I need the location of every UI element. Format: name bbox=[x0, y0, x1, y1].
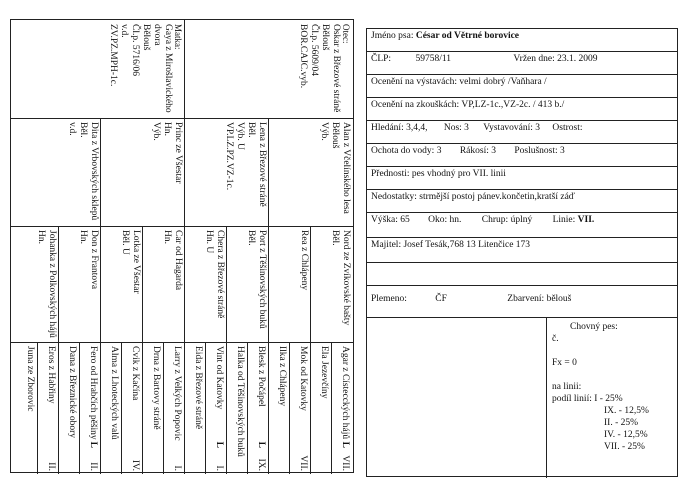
podil-line-4: VII. - 25% bbox=[604, 442, 645, 452]
gen4-ancestor-name: Ilka z Chlápeny bbox=[277, 346, 287, 407]
gen4-ancestor bbox=[227, 342, 248, 474]
ggp-fmm-name: Chera z Březové stráně bbox=[215, 230, 225, 319]
zkousky-value: VP,LZ-1c.,VZ-2c. / 413 b./ bbox=[461, 100, 565, 110]
nos-value: 3 bbox=[464, 123, 469, 133]
podil-line-1: IX. - 12,5% bbox=[604, 406, 649, 416]
clp-value: 59758/11 bbox=[415, 54, 451, 64]
oko-label: Oko: bbox=[428, 215, 448, 225]
pedigree-table bbox=[10, 19, 354, 473]
gen4-ancestor-name: Alma z Lhoteckých valů bbox=[109, 346, 119, 440]
podil-line-2: II. - 25% bbox=[604, 418, 639, 428]
vyska-value: 65 bbox=[400, 215, 410, 225]
row-vyska bbox=[367, 213, 677, 238]
gen4-ancestor-name: Agar z Cístecckých hájů bbox=[340, 346, 350, 440]
ggp-mmf bbox=[59, 226, 101, 342]
gen4-ancestor bbox=[122, 342, 143, 474]
ggp-fff-name: Nord ze Zvíkovské bašty bbox=[341, 230, 351, 326]
prednosti-label: Přednosti: bbox=[371, 169, 410, 179]
grandparent-ff-color: Bělouš bbox=[330, 122, 341, 149]
plemeno-label: Plemeno: bbox=[371, 294, 407, 304]
gen4-ancestor-line: VII. bbox=[340, 455, 350, 471]
row-jmeno bbox=[367, 29, 677, 52]
grandparent-fm-color: Běl. bbox=[246, 122, 257, 138]
gen4-ancestor-name: Cvik z Kačína bbox=[130, 346, 140, 401]
father-cell bbox=[185, 20, 353, 118]
row-ochota bbox=[367, 144, 677, 167]
podil-line-0: I - 25% bbox=[594, 394, 623, 404]
gen4-ancestor bbox=[311, 342, 332, 474]
mother-code: v.d. bbox=[118, 24, 129, 38]
row-nedostatky bbox=[367, 190, 677, 213]
father-name: Oskar z Březové stráně bbox=[330, 24, 341, 113]
gen4-ancestor-name: Dana z Březnické obory bbox=[67, 346, 77, 439]
gen4-ancestor-name: Eros z Habřiny bbox=[46, 346, 56, 404]
ggp-mmf-color: Hn. bbox=[78, 230, 89, 244]
ostrost-label: Ostrost: bbox=[552, 123, 583, 133]
grandparent-fm-name: Lena z Březové stráně bbox=[257, 122, 267, 207]
ggp-fmf bbox=[227, 226, 269, 342]
gen4-ancestor bbox=[80, 342, 101, 474]
grandparent-mm-name: Dita z Vrbovských sklepů bbox=[89, 122, 99, 221]
ggp-fmm-color: Hn. U bbox=[204, 230, 215, 254]
gen4-ancestor-name: Eida z Březové stráně bbox=[193, 346, 203, 430]
mother-vp-code: VP.LZ.PZ.VZ-1c. bbox=[224, 122, 235, 191]
grandparent-mf-color: Hn. bbox=[162, 122, 173, 136]
row-clp bbox=[367, 52, 677, 75]
chovny-label: Chovný pes: bbox=[570, 322, 618, 332]
zbarveni-label: Zbarvení: bbox=[507, 294, 545, 304]
gen4-ancestor-sign: L bbox=[88, 441, 98, 448]
ggp-mmf-name: Don z Frantova bbox=[89, 230, 99, 290]
mother-reg: Čl.p. 5716/06 bbox=[129, 24, 140, 76]
father-reg: Čl.p. 5609/04 bbox=[308, 24, 319, 76]
plemeno-value: ČF bbox=[435, 294, 447, 304]
poslusnost-label: Poslušnost: bbox=[514, 146, 558, 156]
ggp-mmm bbox=[9, 226, 59, 342]
gen4-ancestor bbox=[290, 342, 311, 474]
zkousky-label: Ocenění na zkouškách: bbox=[371, 100, 460, 110]
row-prednosti bbox=[367, 167, 677, 190]
gen4-ancestor bbox=[164, 342, 185, 474]
row-plemeno bbox=[367, 285, 677, 318]
ggp-ffm bbox=[269, 226, 311, 342]
podil-block bbox=[552, 394, 673, 404]
ochota-label: Ochota do vody: bbox=[371, 146, 435, 156]
grandparent-mf bbox=[101, 118, 185, 226]
vyska-label: Výška: bbox=[371, 215, 398, 225]
gen4-ancestor-name: Larry z Velkých Popovic bbox=[172, 346, 182, 441]
gen4-ancestor bbox=[269, 342, 290, 474]
ggp-fff-color: Běl. bbox=[330, 230, 341, 246]
row-zkousky bbox=[367, 98, 677, 121]
ggp-mff bbox=[143, 226, 185, 342]
gen4-ancestor-line: IX. bbox=[256, 458, 266, 471]
gen4-ancestor-name: Ela Jezevčíny bbox=[319, 346, 329, 399]
gen4-ancestor-line: I. bbox=[214, 465, 224, 471]
oko-value: hn. bbox=[449, 215, 462, 225]
podil-line-3: IV. - 12,5% bbox=[604, 430, 648, 440]
gen4-ancestor-line: II. bbox=[88, 462, 98, 471]
vystavy-label: Ocenění na výstavách: bbox=[371, 77, 457, 87]
nos-label: Nos: bbox=[443, 123, 462, 133]
grandparent-ff-grade: Výb. bbox=[319, 122, 330, 141]
vystavy-value: velmi dobrý /Vaňhara / bbox=[459, 77, 547, 87]
father-code: BOR.CAJC.vyb. bbox=[297, 24, 308, 89]
gen4-ancestor-line: VII. bbox=[298, 455, 308, 471]
gen4-ancestor-name: Fero od Hrabčích pěšiny bbox=[88, 346, 98, 440]
grandparent-fm bbox=[185, 118, 269, 226]
gen4-ancestor-name: Drna z Bartovy stráně bbox=[151, 346, 161, 430]
chovny-c: č. bbox=[552, 334, 559, 344]
gen4-ancestor bbox=[185, 342, 206, 474]
prednosti-value: pes vhodný pro VII. linii bbox=[411, 169, 506, 179]
linie-label: Linie: bbox=[552, 215, 576, 225]
jmeno-label: Jméno psa: bbox=[371, 31, 414, 41]
fx-value: Fx = 0 bbox=[552, 358, 577, 368]
vystavovani-label: Vystavování: bbox=[483, 123, 533, 133]
mother-label: Matka: bbox=[173, 24, 183, 50]
gen4-ancestor-name: Juna ze Zborovic bbox=[25, 346, 35, 412]
nedostatky-label: Nedostatky: bbox=[371, 192, 417, 202]
ggp-mff-color: Hn. bbox=[162, 230, 173, 244]
nedostatky-value: strmější postoj pánev.končetin,kratší záď bbox=[419, 192, 575, 202]
rakosi-value: 3 bbox=[491, 146, 496, 156]
majitel-label: Majitel: bbox=[371, 240, 402, 250]
pedigree-table-wrapper bbox=[10, 19, 354, 473]
father-label: Otec: bbox=[341, 24, 351, 44]
breeding-info-panel bbox=[546, 318, 679, 478]
row-majitel bbox=[367, 238, 677, 263]
mother-extra: ZV.PZ.MPH-1c. bbox=[108, 24, 119, 87]
gen4-ancestor bbox=[101, 342, 122, 474]
grandparent-mf-grade: Výb. bbox=[151, 122, 162, 141]
grandparent-mf-name: Princ ze Všestar bbox=[173, 122, 183, 184]
chrup-label: Chrup: bbox=[481, 215, 509, 225]
gen4-ancestor bbox=[38, 342, 59, 474]
gen4-ancestor-name: Blesk z Počápel bbox=[256, 346, 266, 407]
gen4-ancestor bbox=[143, 342, 164, 474]
clp-label: ČLP: bbox=[371, 54, 392, 64]
majitel-value: Josef Tesák,768 13 Litenčice 173 bbox=[403, 240, 531, 250]
gen4-ancestor bbox=[206, 342, 227, 474]
gen4-ancestor-sign: L bbox=[214, 441, 224, 448]
gen4-ancestor-name: Vint od Katovky bbox=[214, 346, 224, 410]
hledani-label: Hledání: bbox=[371, 123, 404, 133]
gen4-ancestor-line: IV. bbox=[130, 459, 140, 471]
gen4-ancestor-line: I. bbox=[172, 465, 182, 471]
ggp-fff bbox=[311, 226, 353, 342]
ggp-fmf-color: Běl. bbox=[246, 230, 257, 246]
gen4-ancestor bbox=[332, 342, 353, 474]
ggp-mmm-color: Hn. bbox=[36, 230, 47, 244]
mother-color: Bělouš bbox=[140, 24, 151, 51]
gen4-ancestor-line: II. bbox=[46, 462, 56, 471]
mother-cell bbox=[9, 20, 185, 118]
poslusnost-value: 3 bbox=[560, 146, 565, 156]
ggp-mff-name: Car od Hagarda bbox=[173, 230, 183, 291]
row-hledani bbox=[367, 121, 677, 144]
gen4-ancestor-sign: L bbox=[340, 441, 350, 448]
rakosi-label: Rákosí: bbox=[459, 146, 489, 156]
grandparent-mm-grade: v.d. bbox=[67, 122, 78, 136]
dog-name: César od Větrné borovice bbox=[415, 31, 520, 41]
blank-panel bbox=[367, 318, 547, 478]
na-linii-label: na linii: bbox=[552, 382, 582, 392]
gen4-ancestor bbox=[248, 342, 269, 474]
grandparent-ff-name: Alan z Včelínského lesa bbox=[341, 122, 351, 214]
ggp-fmf-name: Port z Těšinovských buků bbox=[257, 230, 267, 329]
father-color: Bělouš bbox=[319, 24, 330, 51]
row-vystavy bbox=[367, 75, 677, 98]
gen4-ancestor-name: Mok od Katovky bbox=[298, 346, 308, 411]
ggp-mfm-name: Lotka ze Všestar bbox=[131, 230, 141, 294]
vrzen-value: 23.1. 2009 bbox=[557, 54, 598, 64]
ggp-mfm bbox=[101, 226, 143, 342]
ggp-ffm-name: Rea z Chlápeny bbox=[299, 230, 309, 291]
gen4-ancestor-name: Halka od Těšinovských buků bbox=[235, 346, 245, 457]
vrzen-label: Vržen dne: bbox=[513, 54, 555, 64]
chrup-value: úplný bbox=[510, 215, 533, 225]
gen4-ancestor-sign: L bbox=[256, 441, 266, 448]
hledani-value: 3,4,4, bbox=[406, 123, 428, 133]
podil-label: podíl linií: bbox=[552, 394, 592, 404]
mother-name: Gaya z Mirošlavického dvora bbox=[151, 24, 173, 113]
grandparent-fm-grade: Výb. U bbox=[235, 122, 246, 150]
dog-record-form bbox=[366, 28, 678, 477]
grandparent-mm-color: Běl. bbox=[78, 122, 89, 138]
vystavovani-value: 3 bbox=[535, 123, 541, 133]
grandparent-ff bbox=[269, 118, 353, 226]
ggp-mmm-name: Johanka z Polkovských hájů bbox=[47, 230, 57, 338]
ggp-mfm-color: Běl. U bbox=[120, 230, 131, 255]
ggp-fmm bbox=[185, 226, 227, 342]
linie-value: VII. bbox=[577, 215, 595, 225]
gen4-ancestor bbox=[9, 342, 38, 474]
gen4-ancestor bbox=[59, 342, 80, 474]
ochota-value: 3 bbox=[436, 146, 442, 156]
zbarveni-value: bělouš bbox=[546, 294, 572, 304]
grandparent-mm bbox=[9, 118, 101, 226]
